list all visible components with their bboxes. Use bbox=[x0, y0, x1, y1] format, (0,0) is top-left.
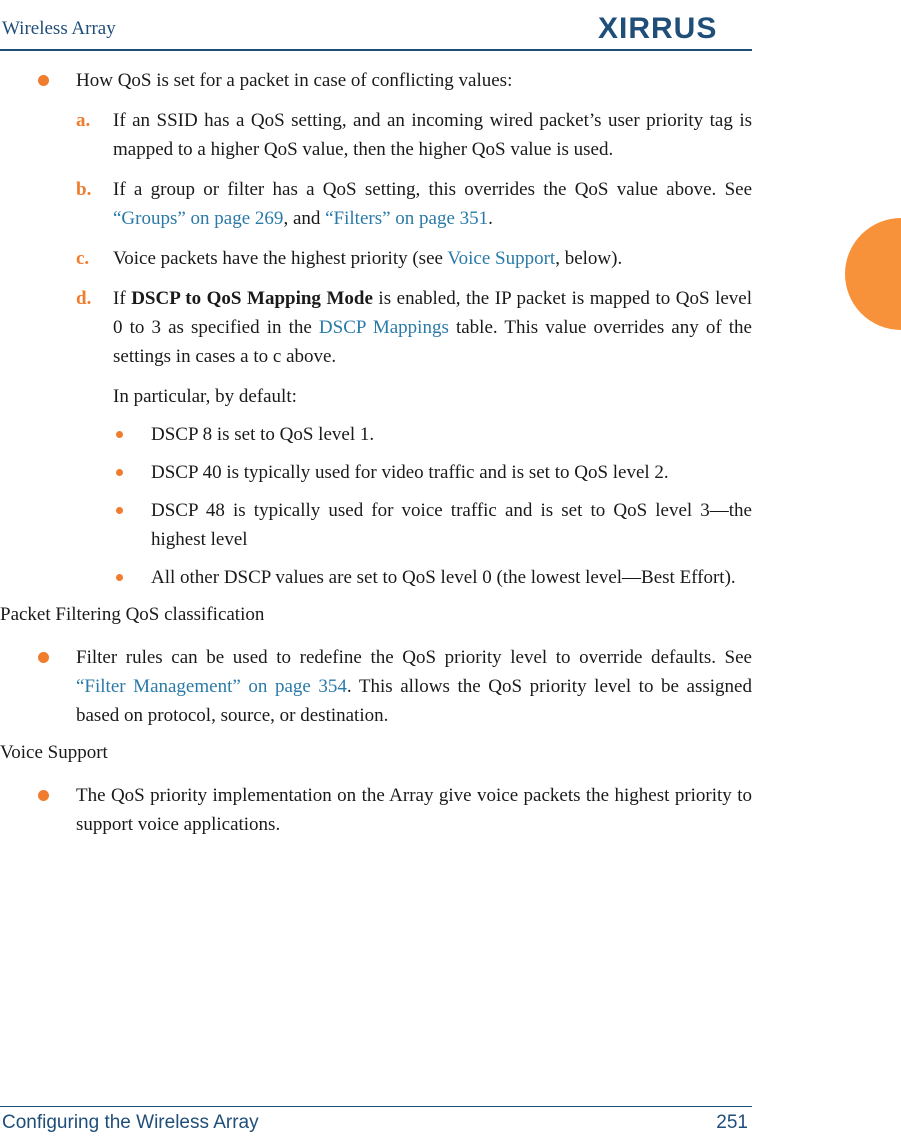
list-marker: d. bbox=[76, 288, 92, 309]
header-rule bbox=[0, 49, 752, 51]
default-item: DSCP 8 is set to QoS level 1. bbox=[0, 420, 752, 449]
page-body bbox=[0, 60, 752, 839]
bullet-dot-icon bbox=[38, 75, 49, 86]
list-item-d: d. If DSCP to QoS Mapping Mode is enabled, the IP packet is mapped to QoS level 0 to 3 as specified in the DSCP Mappings table. This value overrides any of the settings in cases a to c above. bbox=[0, 284, 752, 371]
heading-packet-filtering: Packet Filtering QoS classification bbox=[0, 604, 265, 625]
bullet-dot-icon bbox=[38, 790, 49, 801]
chapter-tab-marker bbox=[845, 218, 901, 330]
footer-rule bbox=[0, 1106, 752, 1107]
link-voice-support[interactable]: Voice Support bbox=[447, 248, 556, 269]
bullet-dot-icon bbox=[116, 507, 123, 514]
heading-voice-support: Voice Support bbox=[0, 742, 108, 763]
bullet-dot-icon bbox=[116, 431, 123, 438]
link-filters[interactable]: “Filters” on page 351 bbox=[325, 208, 489, 229]
link-groups[interactable]: “Groups” on page 269 bbox=[113, 208, 284, 229]
default-item: All other DSCP values are set to QoS level 0 (the lowest level—Best Effort). bbox=[0, 563, 752, 592]
link-filter-management[interactable]: “Filter Management” on page 354 bbox=[76, 676, 347, 697]
xirrus-logo bbox=[598, 12, 748, 42]
defaults-intro: In particular, by default: bbox=[113, 386, 297, 407]
svg-text:XIRRUS: XIRRUS bbox=[598, 12, 718, 42]
footer-chapter-title: Configuring the Wireless Array bbox=[2, 1112, 259, 1133]
default-item: DSCP 48 is typically used for voice traffic and is set to QoS level 3—the highest level bbox=[0, 496, 752, 554]
link-dscp-mappings[interactable]: DSCP Mappings bbox=[318, 317, 449, 338]
bullet-conflicting-values: How QoS is set for a packet in case of conflicting values: bbox=[0, 66, 752, 95]
list-item-c: c. Voice packets have the highest priority (see Voice Support, below). bbox=[0, 244, 752, 273]
running-header-title: Wireless Array bbox=[2, 18, 116, 39]
page-number: 251 bbox=[716, 1112, 748, 1133]
bullet-dot-icon bbox=[116, 469, 123, 476]
bullet-filter-rules: Filter rules can be used to redefine the QoS priority level to override defaults. See “Filter Management” on page 354. This allows the QoS priority level to be assigned based on protocol, source, or destination. bbox=[0, 643, 752, 730]
list-marker: a. bbox=[76, 110, 91, 131]
bullet-dot-icon bbox=[38, 652, 49, 663]
default-item: DSCP 40 is typically used for video traffic and is set to QoS level 2. bbox=[0, 458, 752, 487]
list-item-a: a. If an SSID has a QoS setting, and an incoming wired packet’s user priority tag is mapped to a higher QoS value, then the higher QoS value is used. bbox=[0, 106, 752, 164]
bullet-dot-icon bbox=[116, 574, 123, 581]
list-marker: b. bbox=[76, 179, 92, 200]
list-marker: c. bbox=[76, 248, 90, 269]
dscp-mode-term: DSCP to QoS Mapping Mode bbox=[131, 288, 373, 309]
bullet-voice-priority: The QoS priority implementation on the Array give voice packets the highest priority to support voice applications. bbox=[0, 781, 752, 839]
list-item-b: b. If a group or filter has a QoS setting, this overrides the QoS value above. See “Groups” on page 269, and “Filters” on page 351. bbox=[0, 175, 752, 233]
